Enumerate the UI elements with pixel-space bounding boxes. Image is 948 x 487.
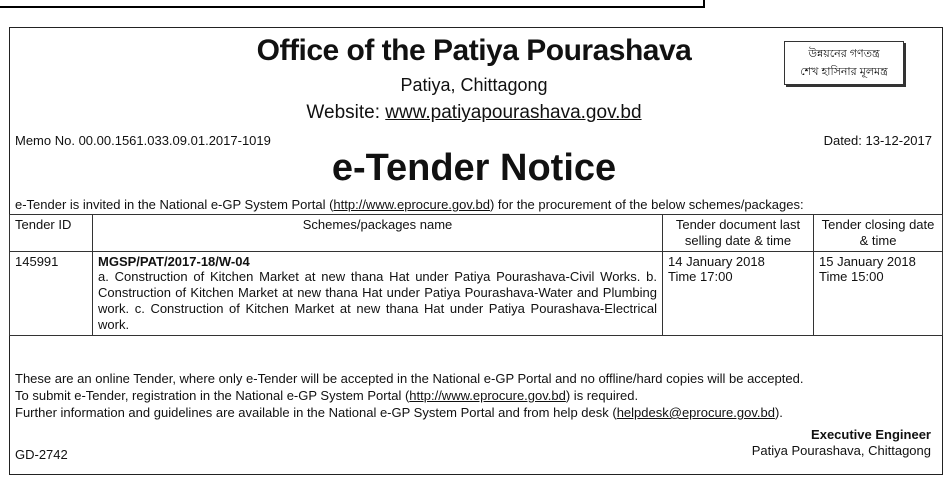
closing-time: Time 15:00: [819, 269, 884, 284]
slogan-line-1: উন্নয়নের গণতন্ত্র: [808, 48, 880, 60]
website-line: [0, 102, 948, 124]
note3-before: Further information and guidelines are available in the National e-GP System Portal and from help desk (: [15, 405, 617, 420]
intro-before: e-Tender is invited in the National e-GP System Portal (: [15, 197, 334, 212]
dated: Dated: 13-12-2017: [823, 133, 932, 148]
note-line-1: These are an online Tender, where only e-Tender will be accepted in the National e-GP Portal and no offline/hard copies will be accepted.: [15, 371, 804, 386]
selling-date: 14 January 2018: [668, 254, 765, 269]
note2-after: ) is required.: [565, 388, 639, 403]
closing-date: 15 January 2018: [819, 254, 916, 269]
page-title: e-Tender Notice: [331, 147, 617, 189]
intro-text: [15, 197, 804, 212]
header-selling-date: Tender document last selling date & time: [663, 215, 814, 252]
tender-id-cell: 145991: [10, 252, 93, 336]
header-closing-date: Tender closing date & time: [814, 215, 943, 252]
selling-time: Time 17:00: [668, 269, 733, 284]
note3-after: ).: [774, 405, 783, 420]
scheme-cell: [93, 252, 663, 336]
table-row: [10, 252, 943, 336]
office-location: Patiya, Chittagong: [400, 75, 548, 95]
note2-url-link[interactable]: http://www.eprocure.gov.bd: [409, 388, 566, 403]
gd-number: GD-2742: [15, 447, 68, 462]
selling-date-cell: [663, 252, 814, 336]
top-rule: [0, 6, 705, 8]
closing-date-cell: [814, 252, 943, 336]
tender-table: [9, 214, 943, 336]
website-prefix: Website:: [306, 102, 386, 123]
office-name: Office of the Patiya Pourashava: [256, 34, 692, 67]
intro-after: ) for the procurement of the below schemes/packages:: [489, 197, 804, 212]
note-line-3: [15, 404, 803, 421]
header-tender-id: Tender ID: [10, 215, 93, 252]
top-rule-cap: [703, 0, 705, 8]
notes-block: [15, 370, 803, 421]
signatory-office: Patiya Pourashava, Chittagong: [751, 443, 931, 458]
header-schemes: Schemes/packages name: [93, 215, 663, 252]
slogan-box: [784, 41, 904, 85]
intro-url-link[interactable]: http://www.eprocure.gov.bd: [333, 197, 490, 212]
website-link[interactable]: www.patiyapourashava.gov.bd: [385, 102, 642, 123]
slogan-line-2: শেখ হাসিনার মূলমন্ত্র: [800, 66, 888, 78]
note2-before: To submit e-Tender, registration in the National e-GP System Portal (: [15, 388, 410, 403]
signatory-title: Executive Engineer: [811, 427, 931, 442]
memo-number: Memo No. 00.00.1561.033.09.01.2017-1019: [15, 133, 271, 148]
note-line-2: [15, 387, 803, 404]
scheme-description: a. Construction of Kitchen Market at new thana Hat under Patiya Pourashava-Civil Works. b. Construction of Kitchen Market at new thana Hat under Patiya Pourashava-Water and Plumbing work. c. Construction of Kitchen Market at new thana Hat under Patiya Pourashava-Electrical work.: [98, 269, 657, 332]
scheme-code: MGSP/PAT/2017-18/W-04: [98, 254, 250, 269]
table-header-row: [10, 215, 943, 252]
helpdesk-email-link[interactable]: helpdesk@eprocure.gov.bd: [616, 405, 775, 420]
